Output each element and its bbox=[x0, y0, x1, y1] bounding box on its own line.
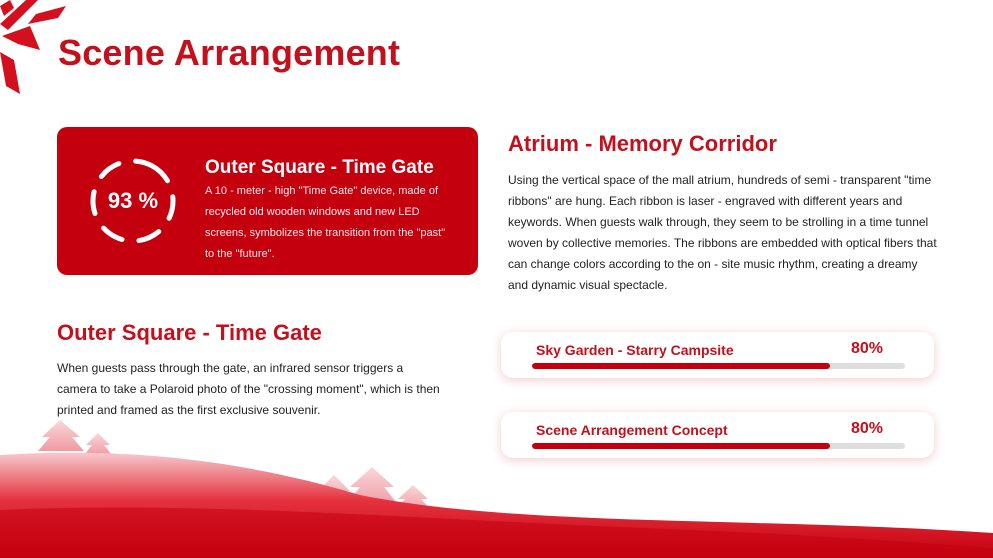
progress-percent: 80% bbox=[851, 420, 884, 437]
landscape-hills bbox=[0, 415, 993, 558]
ring-percent-label: 93 % bbox=[107, 188, 159, 213]
progress-label: Scene Arrangement Concept bbox=[536, 422, 728, 438]
card-title: Outer Square - Time Gate bbox=[205, 157, 434, 178]
progress-card-sky-garden bbox=[501, 332, 934, 378]
progress-track bbox=[532, 363, 905, 369]
progress-percent: 80% bbox=[851, 340, 884, 357]
progress-label: Sky Garden - Starry Campsite bbox=[536, 342, 734, 358]
card-description: A 10 - meter - high "Time Gate" device, made of recycled old wooden windows and new LED screens, symbolizes the transition from the "past" to the "future". bbox=[205, 185, 446, 260]
outer-square-heading: Outer Square - Time Gate bbox=[57, 320, 322, 345]
atrium-heading: Atrium - Memory Corridor bbox=[508, 131, 777, 156]
progress-ring bbox=[85, 153, 181, 249]
outer-square-body: When guests pass through the gate, an infrared sensor triggers a camera to take a Polaroid photo of the "crossing moment", which is then printed and framed as the first exclusive souvenir. bbox=[57, 361, 440, 417]
progress-fill bbox=[532, 363, 830, 369]
atrium-body: Using the vertical space of the mall atrium, hundreds of semi - transparent "time ribbons" are hung. Each ribbon is laser - engraved with different years and keywords. When guests walk through, they seem to be strolling in a time tunnel woven by collective memories. The ribbons are embedded with optical fibers that can change colors according to the on - site music rhythm, creating a dreamy and dynamic visual spectacle. bbox=[508, 173, 937, 292]
feature-card bbox=[57, 127, 478, 275]
page-title: Scene Arrangement bbox=[58, 32, 401, 73]
